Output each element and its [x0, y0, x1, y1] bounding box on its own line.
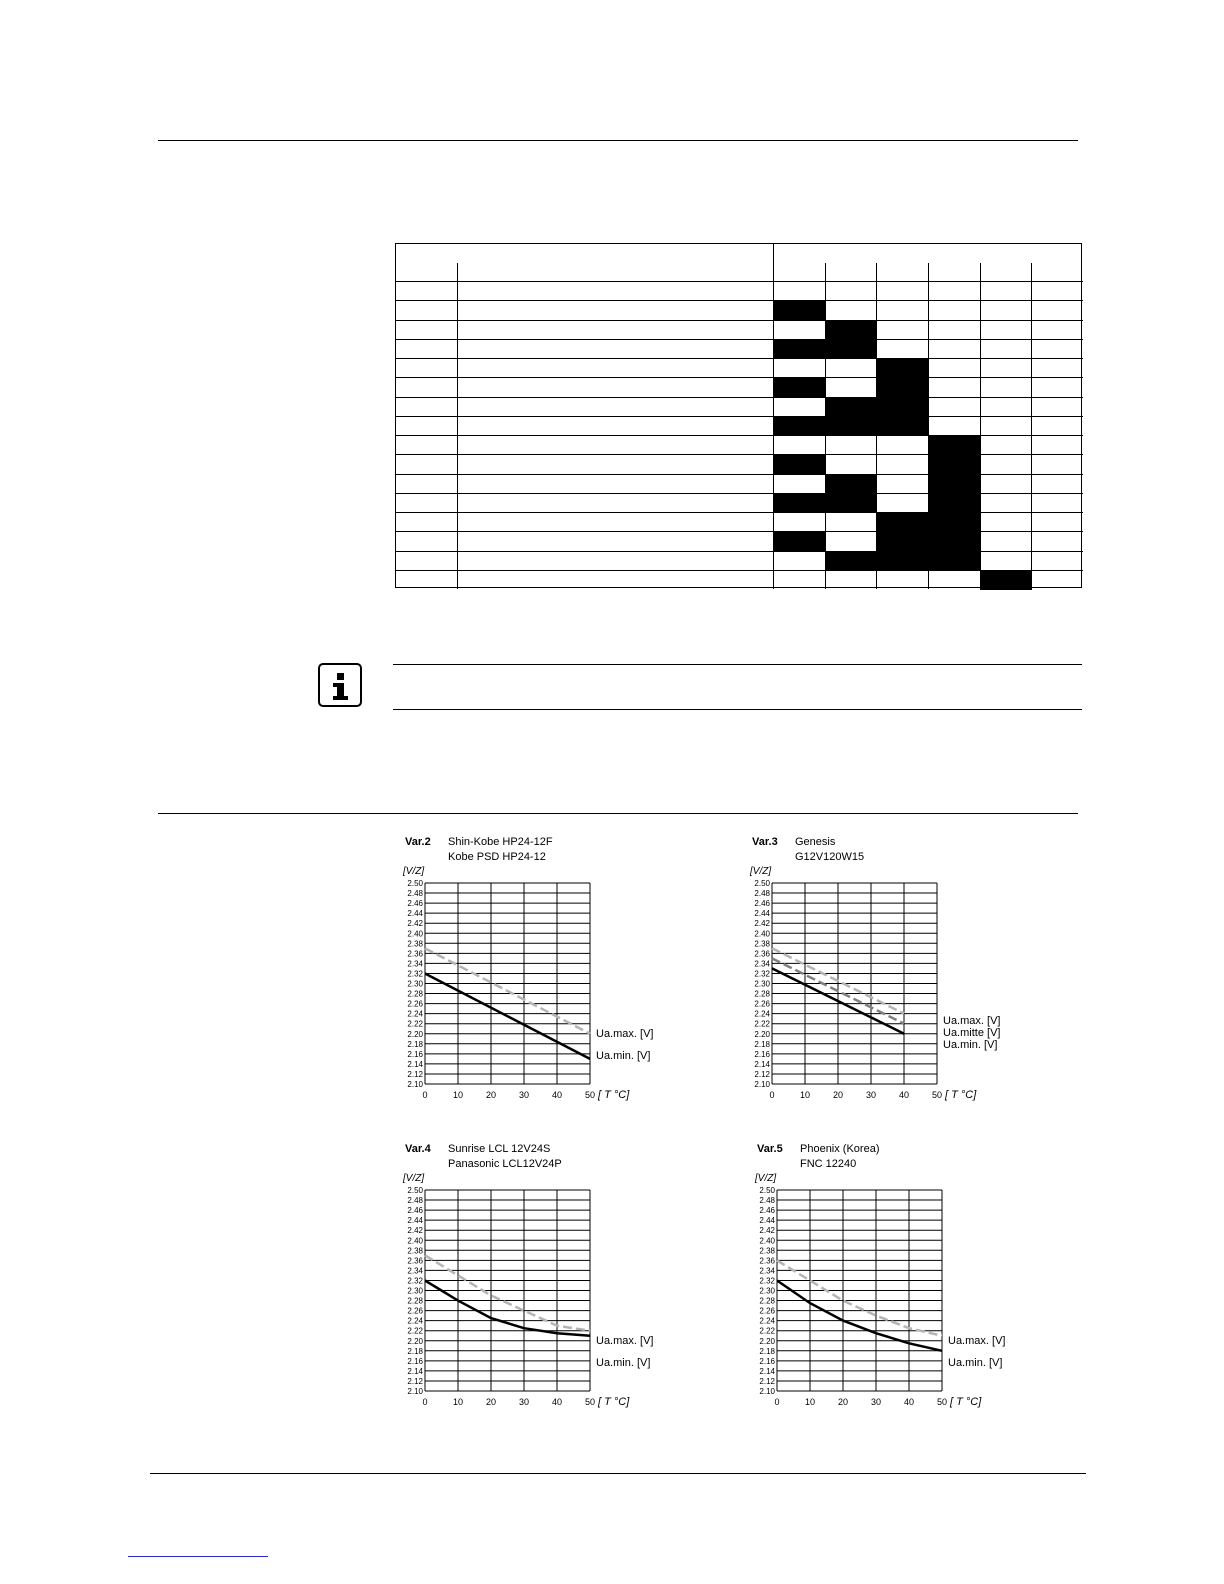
x-axis-label: [ T °C] [598, 1396, 630, 1408]
footer-link-underline[interactable] [128, 1556, 268, 1557]
y-tick-label: 2.16 [754, 1049, 770, 1059]
y-tick-label: 2.46 [759, 1206, 775, 1216]
y-tick-label: 2.50 [754, 879, 770, 888]
y-axis-label: [V/Z] [403, 866, 425, 877]
y-tick-label: 2.14 [407, 1059, 423, 1069]
chart-subtitle: FNC 12240 [800, 1158, 857, 1170]
y-tick-label: 2.10 [759, 1387, 775, 1396]
y-tick-label: 2.34 [407, 1266, 423, 1276]
chart-subtitle: Shin-Kobe HP24-12F [448, 836, 553, 848]
y-tick-label: 2.30 [759, 1286, 775, 1296]
table-row-divider [396, 358, 1083, 359]
chart-svg [747, 1140, 1047, 1420]
y-tick-label: 2.40 [407, 1236, 423, 1246]
switch-on-cell [773, 377, 826, 397]
y-tick-label: 2.48 [407, 1196, 423, 1206]
y-tick-label: 2.12 [759, 1376, 775, 1386]
y-tick-label: 2.20 [754, 1029, 770, 1039]
legend-label: Ua.max. [V] [948, 1335, 1006, 1347]
switch-on-cell [876, 358, 929, 378]
y-tick-label: 2.22 [407, 1326, 423, 1336]
switch-on-cell [928, 474, 981, 494]
y-tick-label: 2.24 [759, 1316, 775, 1326]
y-tick-label: 2.50 [407, 1186, 423, 1195]
switch-on-cell [876, 551, 929, 571]
y-tick-label: 2.40 [759, 1236, 775, 1246]
chart-svg [742, 833, 1042, 1113]
note-top-rule [393, 664, 1082, 665]
switch-on-cell [773, 416, 826, 436]
x-tick-label: 40 [551, 1397, 563, 1407]
y-tick-label: 2.38 [407, 939, 423, 949]
y-tick-label: 2.34 [407, 959, 423, 969]
y-tick-label: 2.42 [407, 919, 423, 929]
switch-on-cell [825, 493, 878, 513]
x-tick-label: 10 [452, 1397, 464, 1407]
y-tick-label: 2.30 [754, 979, 770, 989]
switch-on-cell [773, 300, 826, 320]
chart-subtitle: G12V120W15 [795, 851, 865, 863]
y-tick-label: 2.28 [407, 989, 423, 999]
y-tick-label: 2.44 [407, 1216, 423, 1226]
x-tick-label: 30 [518, 1397, 530, 1407]
y-tick-label: 2.50 [407, 879, 423, 888]
switch-on-cell [773, 531, 826, 551]
info-icon [318, 663, 362, 707]
y-tick-label: 2.48 [754, 889, 770, 899]
y-tick-label: 2.18 [407, 1039, 423, 1049]
chart-var-2 [395, 833, 695, 1113]
table-row-divider [396, 377, 1083, 378]
note-bottom-rule [393, 709, 1082, 710]
y-tick-label: 2.26 [407, 999, 423, 1009]
x-axis-label: [ T °C] [598, 1089, 630, 1101]
y-tick-label: 2.46 [407, 1206, 423, 1216]
y-tick-label: 2.28 [407, 1296, 423, 1306]
y-axis-label: [V/Z] [403, 1173, 425, 1184]
switch-on-cell [825, 397, 878, 417]
y-tick-label: 2.12 [754, 1069, 770, 1079]
series-line [425, 948, 590, 1033]
table-row-divider [396, 281, 1083, 282]
y-tick-label: 2.24 [407, 1009, 423, 1019]
y-tick-label: 2.36 [407, 1256, 423, 1266]
y-tick-label: 2.38 [754, 939, 770, 949]
chart-title: Var.4 [405, 1143, 431, 1155]
x-tick-label: 10 [804, 1397, 816, 1407]
switch-on-cell [773, 454, 826, 474]
switch-on-cell [928, 493, 981, 513]
y-tick-label: 2.46 [407, 899, 423, 909]
legend-label: Ua.max. [V] [596, 1335, 654, 1347]
footer-rule [150, 1473, 1086, 1474]
x-tick-label: 10 [452, 1090, 464, 1100]
y-tick-label: 2.18 [759, 1346, 775, 1356]
dip-switch-table [395, 243, 1082, 588]
y-tick-label: 2.12 [407, 1069, 423, 1079]
chart-subtitle: Panasonic LCL12V24P [448, 1158, 562, 1170]
switch-on-cell [825, 416, 878, 436]
table-row-divider [396, 416, 1083, 417]
y-axis-label: [V/Z] [755, 1173, 777, 1184]
y-tick-label: 2.32 [759, 1276, 775, 1286]
y-tick-label: 2.36 [759, 1256, 775, 1266]
y-tick-label: 2.20 [407, 1029, 423, 1039]
switch-on-cell [928, 531, 981, 551]
legend-label: Ua.max. [V] [596, 1028, 654, 1040]
legend-label: Ua.mitte [V] [943, 1027, 1001, 1039]
switch-on-cell [773, 339, 826, 359]
x-axis-label: [ T °C] [945, 1089, 977, 1101]
x-tick-label: 0 [774, 1397, 780, 1407]
chart-title: Var.2 [405, 836, 431, 848]
x-tick-label: 20 [485, 1090, 497, 1100]
y-tick-label: 2.10 [407, 1080, 423, 1089]
switch-on-cell [928, 512, 981, 532]
y-tick-label: 2.22 [407, 1019, 423, 1029]
switch-on-cell [825, 474, 878, 494]
y-tick-label: 2.14 [407, 1366, 423, 1376]
chart-svg [395, 1140, 695, 1420]
switch-on-cell [928, 435, 981, 455]
y-tick-label: 2.12 [407, 1376, 423, 1386]
table-col-divider [1031, 263, 1032, 589]
switch-on-cell [876, 416, 929, 436]
x-tick-label: 20 [837, 1397, 849, 1407]
legend-label: Ua.min. [V] [948, 1357, 1003, 1369]
y-tick-label: 2.34 [754, 959, 770, 969]
y-tick-label: 2.38 [407, 1246, 423, 1256]
y-tick-label: 2.42 [754, 919, 770, 929]
y-tick-label: 2.40 [754, 929, 770, 939]
x-tick-label: 50 [931, 1090, 943, 1100]
y-tick-label: 2.44 [759, 1216, 775, 1226]
series-line [425, 1255, 590, 1330]
switch-on-cell [876, 531, 929, 551]
y-tick-label: 2.32 [407, 969, 423, 979]
switch-on-cell [876, 512, 929, 532]
switch-on-cell [825, 320, 878, 340]
x-tick-label: 40 [551, 1090, 563, 1100]
table-row-divider [396, 320, 1083, 321]
x-tick-label: 0 [769, 1090, 775, 1100]
header-rule [158, 140, 1078, 141]
table-row-divider [396, 300, 1083, 301]
y-tick-label: 2.44 [754, 909, 770, 919]
y-tick-label: 2.16 [407, 1356, 423, 1366]
y-tick-label: 2.20 [407, 1336, 423, 1346]
switch-on-cell [773, 493, 826, 513]
chart-title: Var.5 [757, 1143, 783, 1155]
y-tick-label: 2.44 [407, 909, 423, 919]
chart-svg [395, 833, 695, 1113]
switch-on-cell [980, 570, 1033, 590]
y-tick-label: 2.24 [754, 1009, 770, 1019]
y-tick-label: 2.14 [754, 1059, 770, 1069]
y-tick-label: 2.18 [407, 1346, 423, 1356]
y-tick-label: 2.28 [754, 989, 770, 999]
table-row-divider [396, 397, 1083, 398]
section-rule [158, 813, 1078, 814]
y-tick-label: 2.50 [759, 1186, 775, 1195]
table-col-divider [457, 263, 458, 589]
chart-var-3 [742, 833, 1042, 1113]
legend-label: Ua.max. [V] [943, 1015, 1001, 1027]
switch-on-cell [928, 551, 981, 571]
x-tick-label: 50 [936, 1397, 948, 1407]
x-tick-label: 40 [903, 1397, 915, 1407]
y-tick-label: 2.28 [759, 1296, 775, 1306]
y-tick-label: 2.16 [759, 1356, 775, 1366]
x-tick-label: 10 [799, 1090, 811, 1100]
chart-var-4 [395, 1140, 695, 1420]
y-tick-label: 2.16 [407, 1049, 423, 1059]
y-tick-label: 2.42 [407, 1226, 423, 1236]
y-tick-label: 2.34 [759, 1266, 775, 1276]
switch-on-cell [876, 397, 929, 417]
y-tick-label: 2.26 [407, 1306, 423, 1316]
switch-on-cell [876, 377, 929, 397]
switch-on-cell [825, 339, 878, 359]
series-line [425, 974, 590, 1059]
y-tick-label: 2.14 [759, 1366, 775, 1376]
table-row-divider [396, 339, 1083, 340]
chart-subtitle: Sunrise LCL 12V24S [448, 1143, 551, 1155]
legend-label: Ua.min. [V] [943, 1039, 998, 1051]
x-tick-label: 20 [832, 1090, 844, 1100]
chart-subtitle: Genesis [795, 836, 836, 848]
y-tick-label: 2.22 [754, 1019, 770, 1029]
x-tick-label: 40 [898, 1090, 910, 1100]
y-tick-label: 2.26 [759, 1306, 775, 1316]
x-tick-label: 50 [584, 1397, 596, 1407]
chart-title: Var.3 [752, 836, 778, 848]
switch-on-cell [825, 551, 878, 571]
y-tick-label: 2.36 [754, 949, 770, 959]
y-tick-label: 2.46 [754, 899, 770, 909]
y-tick-label: 2.30 [407, 979, 423, 989]
x-tick-label: 30 [865, 1090, 877, 1100]
chart-subtitle: Kobe PSD HP24-12 [448, 851, 546, 863]
x-tick-label: 0 [422, 1397, 428, 1407]
x-tick-label: 50 [584, 1090, 596, 1100]
x-axis-label: [ T °C] [950, 1396, 982, 1408]
y-tick-label: 2.18 [754, 1039, 770, 1049]
x-tick-label: 0 [422, 1090, 428, 1100]
y-tick-label: 2.24 [407, 1316, 423, 1326]
x-tick-label: 30 [870, 1397, 882, 1407]
chart-var-5 [747, 1140, 1047, 1420]
x-tick-label: 30 [518, 1090, 530, 1100]
y-tick-label: 2.26 [754, 999, 770, 1009]
y-tick-label: 2.48 [407, 889, 423, 899]
y-tick-label: 2.30 [407, 1286, 423, 1296]
y-tick-label: 2.32 [407, 1276, 423, 1286]
y-tick-label: 2.22 [759, 1326, 775, 1336]
legend-label: Ua.min. [V] [596, 1050, 651, 1062]
y-tick-label: 2.32 [754, 969, 770, 979]
y-tick-label: 2.38 [759, 1246, 775, 1256]
y-tick-label: 2.20 [759, 1336, 775, 1346]
y-tick-label: 2.48 [759, 1196, 775, 1206]
y-tick-label: 2.40 [407, 929, 423, 939]
switch-on-cell [928, 454, 981, 474]
legend-label: Ua.min. [V] [596, 1357, 651, 1369]
x-tick-label: 20 [485, 1397, 497, 1407]
y-tick-label: 2.42 [759, 1226, 775, 1236]
y-tick-label: 2.10 [754, 1080, 770, 1089]
chart-subtitle: Phoenix (Korea) [800, 1143, 880, 1155]
y-tick-label: 2.36 [407, 949, 423, 959]
y-tick-label: 2.10 [407, 1387, 423, 1396]
y-axis-label: [V/Z] [750, 866, 772, 877]
